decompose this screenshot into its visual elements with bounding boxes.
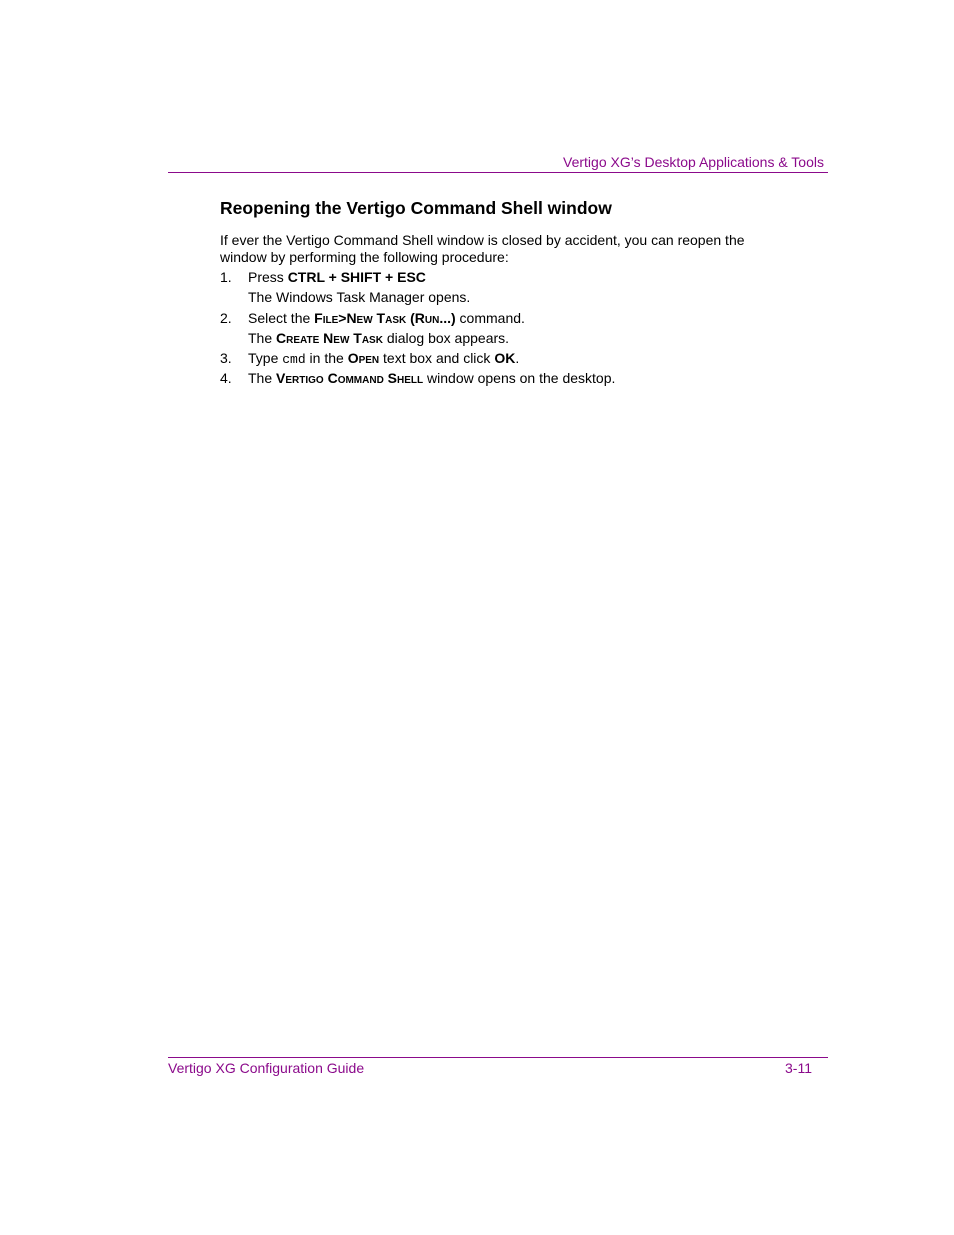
step-1-result: The Windows Task Manager opens.: [248, 289, 471, 305]
step-3-mid2: text box and click: [379, 350, 495, 366]
step-1-number: 1.: [220, 269, 232, 285]
step-3-text: [248, 350, 519, 368]
step-2-text: [248, 310, 525, 327]
step-3-mid: in the: [305, 350, 348, 366]
step-3-button-name: OK: [494, 350, 516, 366]
intro-paragraph: If ever the Vertigo Command Shell window is closed by accident, you can reopen the window by performing the following procedure:: [220, 232, 745, 265]
step-3-number: 3.: [220, 350, 232, 366]
step-4-window-name: Vertigo Command Shell: [276, 370, 424, 386]
step-2-result-lead: The: [248, 330, 277, 346]
header-rule: [168, 172, 828, 173]
step-2-number: 2.: [220, 310, 232, 326]
step-2-dialog-name: Create New Task: [276, 330, 383, 346]
step-1-keys: CTRL + SHIFT + ESC: [287, 269, 426, 285]
step-3-lead: Type: [248, 350, 283, 366]
footer-guide-title: Vertigo XG Configuration Guide: [168, 1060, 365, 1076]
step-3-field-name: Open: [347, 350, 380, 366]
step-1-lead: Press: [248, 269, 288, 285]
running-header: Vertigo XG’s Desktop Applications & Tools: [563, 154, 824, 170]
step-3-period: .: [515, 350, 520, 366]
step-2-lead: Select the: [248, 310, 315, 326]
footer-rule: [168, 1057, 828, 1058]
step-2-tail: command.: [455, 310, 525, 326]
footer-page-number: 3-11: [785, 1060, 812, 1076]
step-3-code: cmd: [282, 352, 306, 367]
step-2-command: File>New Task (Run...): [314, 310, 456, 326]
step-1-text: [248, 269, 426, 286]
step-2-result-tail: dialog box appears.: [382, 330, 510, 346]
step-4-tail: window opens on the desktop.: [423, 370, 616, 386]
step-2-result: [248, 330, 509, 347]
step-4-lead: The: [248, 370, 277, 386]
step-4-number: 4.: [220, 370, 232, 386]
section-heading: Reopening the Vertigo Command Shell window: [220, 198, 612, 218]
step-4-text: [248, 370, 615, 387]
